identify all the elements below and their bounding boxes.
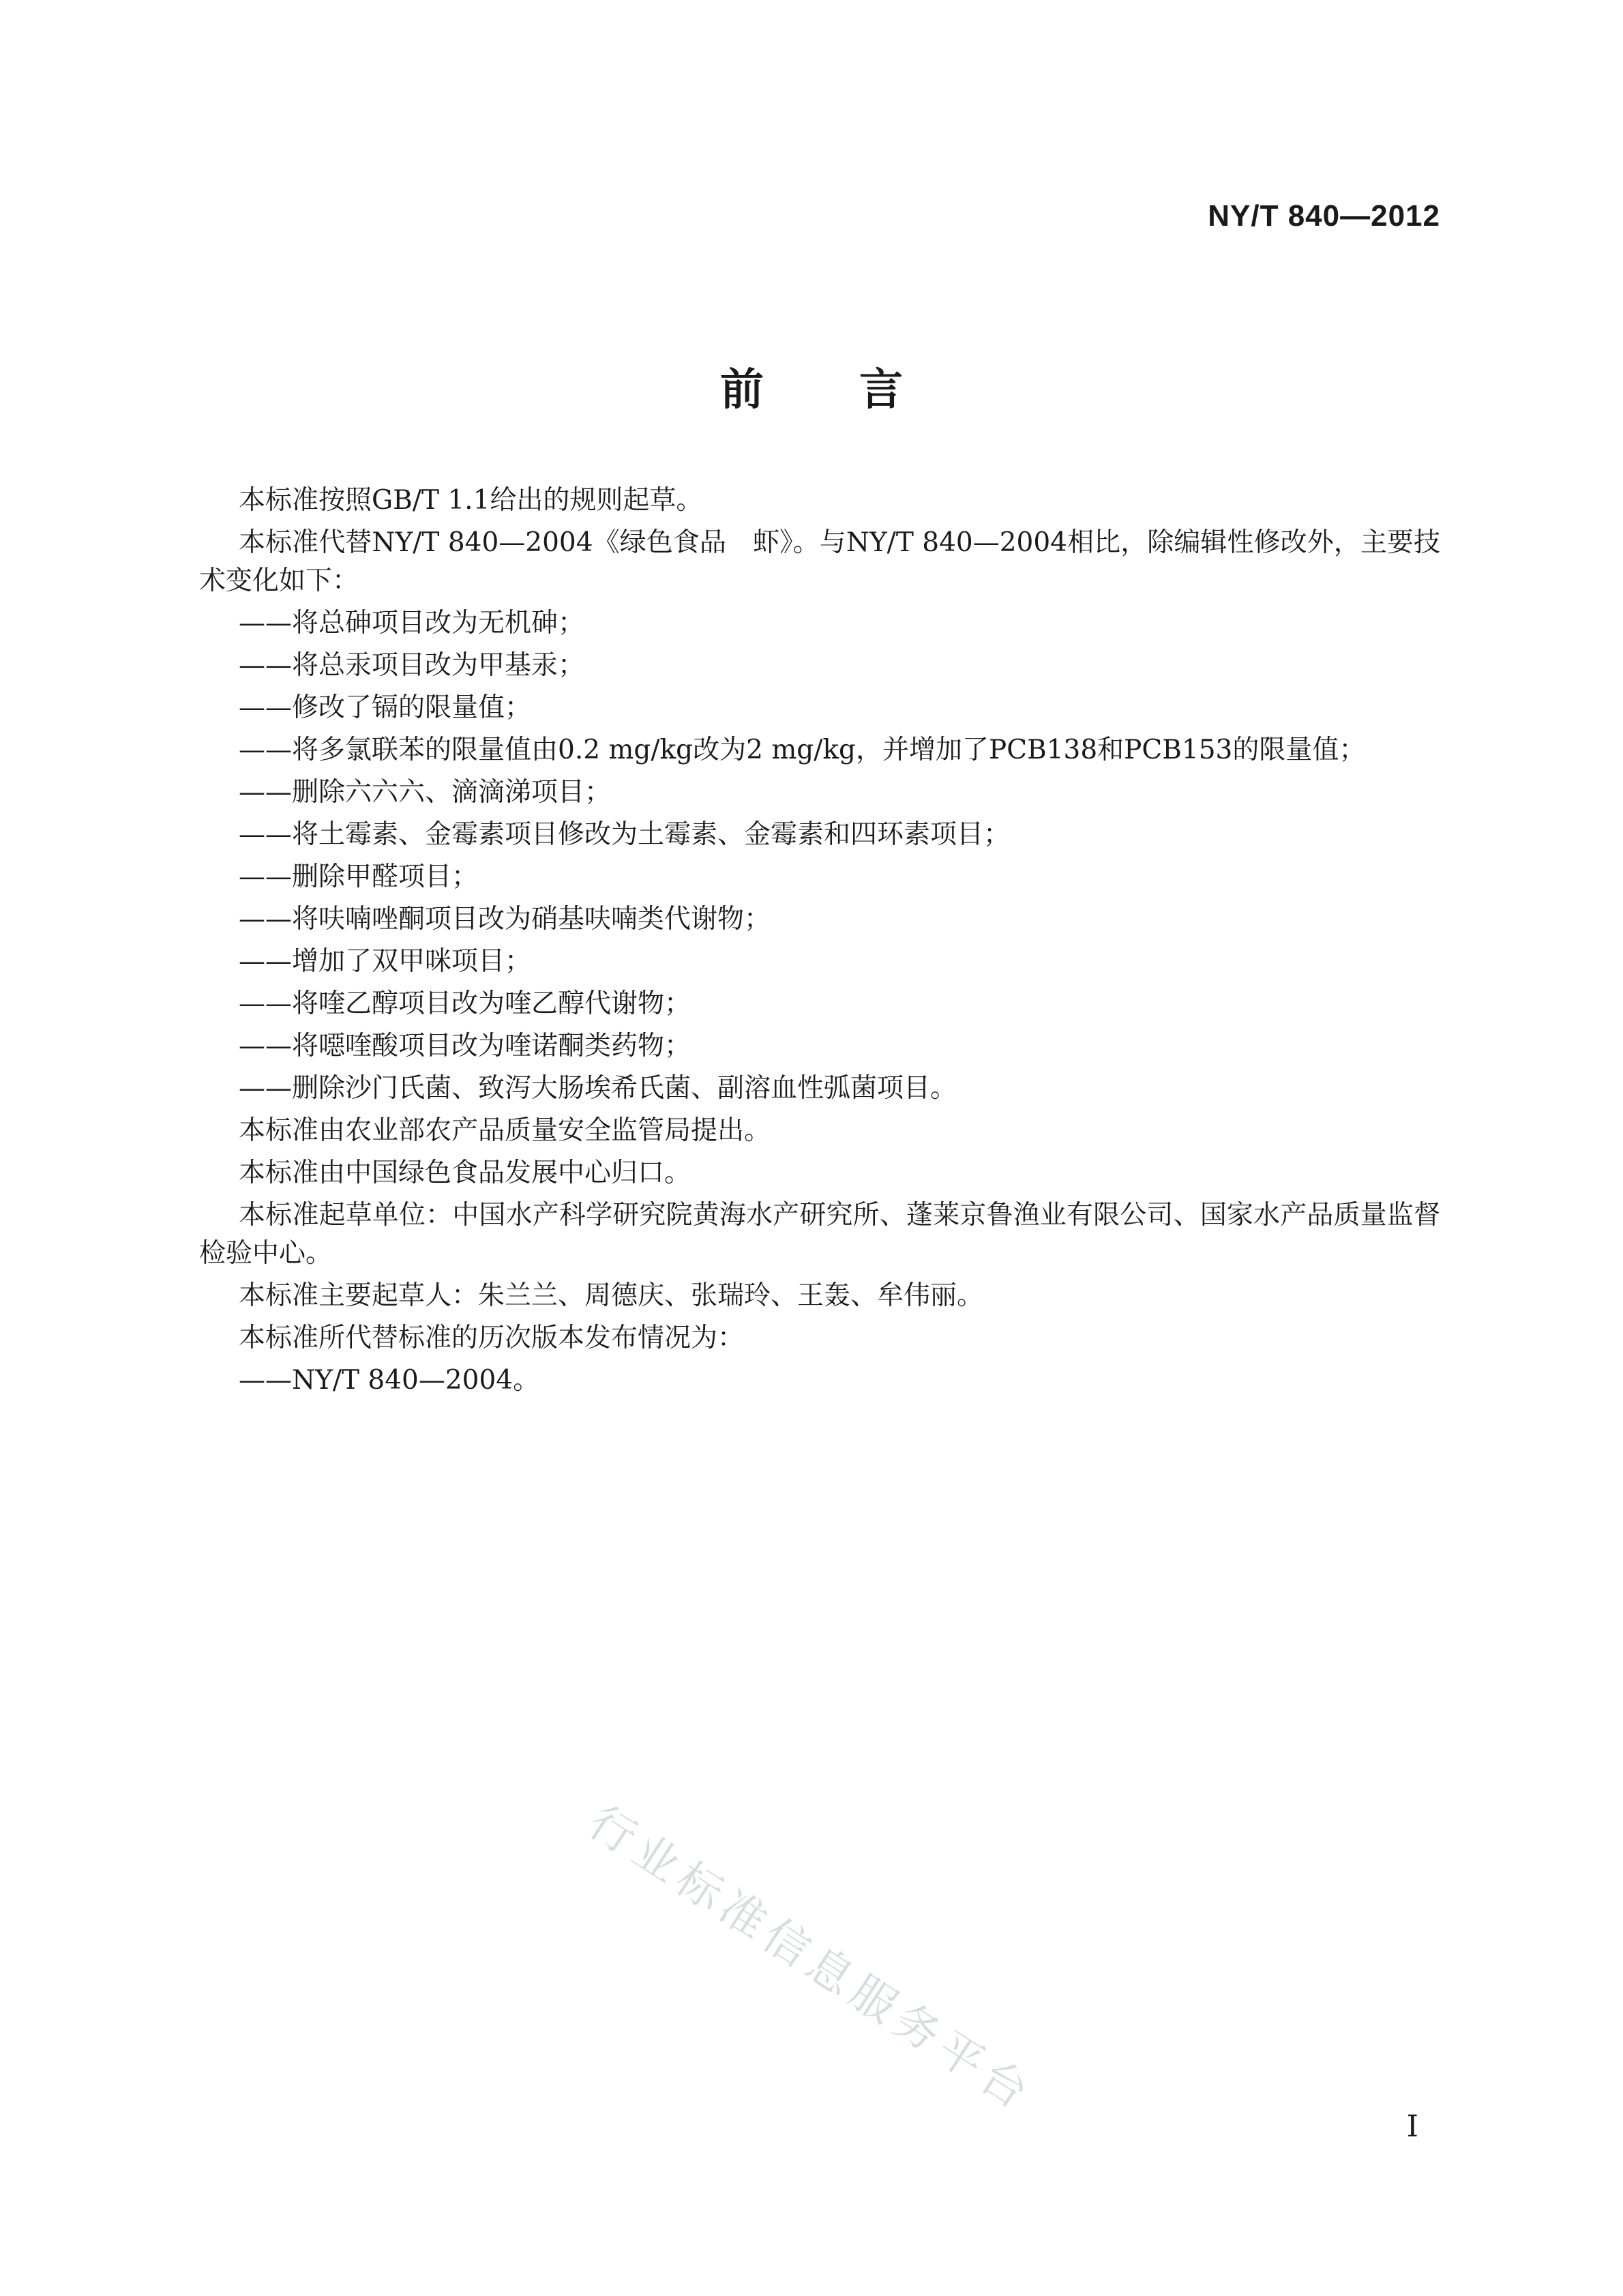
list-item: ——删除甲醛项目； — [239, 862, 479, 892]
list-item: ——删除沙门氏菌、致泻大肠埃希氏菌、副溶血性弧菌项目。 — [239, 1073, 957, 1104]
paragraph-replacement: 本标准代替NY/T 840—2004《绿色食品 虾》。与NY/T 840—2004相比，除编辑性修改外，主要技术变化如下： — [199, 527, 1440, 596]
list-item: ——增加了双甲咪项目； — [239, 946, 532, 977]
list-item: ——修改了镉的限量值； — [239, 692, 532, 723]
paragraph-drafting-rules: 本标准按照GB/T 1.1给出的规则起草。 — [239, 485, 703, 516]
list-item: ——删除六六六、滴滴涕项目； — [239, 777, 612, 808]
list-item: ——将呋喃唑酮项目改为硝基呋喃类代谢物； — [239, 904, 771, 934]
page-title: 前言 — [720, 365, 998, 415]
list-item: ——将噁喹酸项目改为喹诺酮类药物； — [239, 1031, 691, 1061]
list-item: ——将土霉素、金霉素项目修改为土霉素、金霉素和四环素项目； — [239, 819, 1011, 850]
list-item: ——将多氯联苯的限量值由0.2 mg/kg改为2 mg/kg，并增加了PCB138和PCB153的限量值； — [239, 735, 1366, 765]
paragraph-proposer: 本标准由农业部农产品质量安全监管局提出。 — [239, 1115, 771, 1146]
list-item: ——将总砷项目改为无机砷； — [239, 608, 585, 638]
page-number: I — [1406, 2109, 1418, 2144]
list-item: ——将喹乙醇项目改为喹乙醇代谢物； — [239, 988, 691, 1019]
list-item: ——将总汞项目改为甲基汞； — [239, 650, 585, 681]
paragraph-administrator: 本标准由中国绿色食品发展中心归口。 — [239, 1158, 691, 1188]
paragraph-drafters: 本标准主要起草人：朱兰兰、周德庆、张瑞玲、王轰、牟伟丽。 — [239, 1280, 984, 1311]
paragraph-drafting-units: 本标准起草单位：中国水产科学研究院黄海水产研究所、蓬莱京鲁渔业有限公司、国家水产品质量监督检验中心。 — [199, 1200, 1440, 1269]
paragraph-history: 本标准所代替标准的历次版本发布情况为： — [239, 1323, 745, 1353]
list-item: ——NY/T 840—2004。 — [239, 1365, 540, 1396]
standard-code: NY/T 840—2012 — [1208, 199, 1440, 233]
foreword-body — [199, 482, 1440, 1404]
watermark: 行业标准信息服务平台 — [579, 1795, 1043, 2123]
